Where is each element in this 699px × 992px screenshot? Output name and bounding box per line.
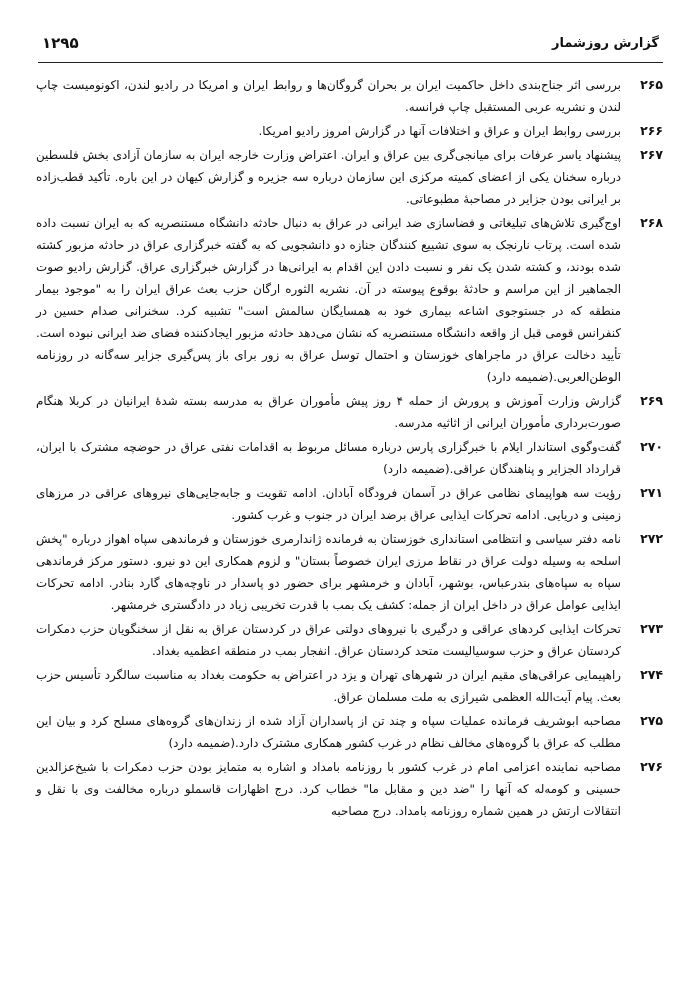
entry-number: ۲۶۹ (640, 393, 663, 408)
entry-text: تحرکات ایذایی کردهای عراقی و درگیری با نیروهای دولتی عراق در کردستان عراق به نقل از سخنگویان حزب دمکرات کردستان عراق و حزب سوسیالیست متحد کردستان عراق. انفجار بمب در منطقه اعظمیه بغداد. (36, 622, 621, 658)
entry-item (36, 618, 663, 662)
entry-number: ۲۶۷ (640, 147, 663, 162)
entry-number: ۲۷۰ (640, 439, 663, 454)
entry-number: ۲۷۵ (640, 713, 663, 728)
entry-number: ۲۷۶ (640, 759, 663, 774)
entry-text: بررسی روابط ایران و عراق و اختلافات آنها در گزارش امروز رادیو امریکا. (258, 124, 621, 138)
entry-item (36, 664, 663, 708)
entry-item (36, 756, 663, 822)
entry-item (36, 390, 663, 434)
entry-text: راهپیمایی عراقی‌های مقیم ایران در شهرهای تهران و یزد در اعتراض به حکومت بغداد به مناسبت سالگرد تأسیس حزب بعث. پیام آیت‌الله العظمی شیرازی به ملت مسلمان عراق. (36, 668, 621, 704)
entry-item (36, 436, 663, 480)
entry-text: رؤیت سه هواپیمای نظامی عراق در آسمان فرودگاه آبادان. ادامه تقویت و جابه‌جایی‌های نیروهای عراقی در مرزهای زمینی و دریایی. ادامه تحرکات ایذایی عراق برضد ایران در جنوب و غرب کشور. (36, 486, 621, 522)
entry-item (36, 74, 663, 118)
entry-item (36, 710, 663, 754)
entry-item (36, 120, 663, 142)
page-number: ۱۲۹۵ (42, 34, 79, 52)
entry-text: اوج‌گیری تلاش‌های تبلیغاتی و فضاسازی ضد ایرانی در عراق به دنبال حادثه دانشگاه مستنصریه که به ایران نسبت داده شده است. پرتاب نارنجک به سوی تشییع کنندگان جنازه دو دانشجویی که به گفته خبرگزاری عراق در حادثه مزبور کشته شده بودند، و کشته شدن یک نفر و نسبت دادن این اقدام به ایرانی‌ها در گزارش خبرگزاری عراق. گزارش رادیو صوت الجماهیر از این مراسم و حادثهٔ بوقوع پیوسته در آن. نشریه الثوره ارگان حزب بعث عراق ایران را به "موجود بیمار منطقه که در جستوجوی اشاعه بیماری خود به همسایگان سالمش است" تشبیه کرد. سخنرانی صدام حسین در کنفرانس قومی قبل از واقعه دانشگاه مستنصریه که نشان می‌دهد حادثه مزبور ایجادکننده فضای ضد ایرانی نبوده است. تأیید دخالت عراق در ماجراهای خوزستان و احتمال توسل عراق به زور برای باز پس‌گیری جزایر سه‌گانه در روزنامه الوطن‌العربی.(ضمیمه دارد) (36, 216, 621, 384)
entry-text: مصاحبه نماینده اعزامی امام در غرب کشور با روزنامه بامداد و اشاره به متمایز بودن حزب دمکرات با شیخ‌عزالدین حسینی و کومه‌له که آنها را "ضد دین و مقابل ما" خطاب کرد. درج اظهارات قاسملو درباره مخالفت وی با نقل و انتقالات ارتش در همین شماره روزنامه بامداد. درج مصاحبه (36, 760, 621, 818)
entry-text: نامه دفتر سیاسی و انتظامی استانداری خوزستان به فرمانده ژاندارمری خوزستان و فرماندهی سپاه اهواز درباره "پخش اسلحه به وسیله دولت عراق در نقاط مرزی ایران خصوصاً بستان" و لزوم همکاری این دو نیرو. دستور مرکز فرماندهی سپاه به سپاه‌های بندرعباس، بوشهر، آبادان و خرمشهر برای حضور دو پاسدار در ناوچه‌های گارد بنادر. ادامه تحرکات ایذایی عوامل عراق در داخل ایران از جمله: کشف یک بمب با قدرت تخریبی زیاد در دادگستری خرمشهر. (36, 532, 621, 612)
entry-number: ۲۷۲ (640, 531, 663, 546)
entry-item (36, 212, 663, 388)
entry-number: ۲۷۴ (640, 667, 663, 682)
entry-item (36, 528, 663, 616)
entry-number: ۲۶۵ (640, 77, 663, 92)
entry-text: پیشنهاد یاسر عرفات برای میانجی‌گری بین عراق و ایران. اعتراض وزارت خارجه ایران به سازمان آزادی بخش فلسطین درباره سخنان یکی از اعضای کمیته مرکزی این سازمان درباره سه جزیره و گزارش کیهان در این باره. تأکید قطب‌زاده بر ایرانی بودن جزایر در مصاحبهٔ مطبوعاتی. (36, 148, 621, 206)
page-header (38, 32, 663, 63)
entry-number: ۲۶۶ (640, 123, 663, 138)
entry-number: ۲۷۳ (640, 621, 663, 636)
entry-number: ۲۷۱ (640, 485, 663, 500)
entry-text: گفت‌وگوی استاندار ایلام با خبرگزاری پارس درباره مسائل مربوط به اقدامات نفتی عراق در حوضچه مشترک با ایران، قرارداد الجزایر و پناهندگان عراقی.(ضمیمه دارد) (36, 440, 621, 476)
entry-list (36, 74, 663, 824)
entry-number: ۲۶۸ (640, 215, 663, 230)
running-title: گزارش روزشمار (552, 36, 659, 51)
entry-text: گزارش وزارت آموزش و پرورش از حمله ۴ روز پیش مأموران عراق به مدرسه بسته شدهٔ ایرانیان در کربلا هنگام صورت‌برداری مأموران ایرانی از اثاثیه مدرسه. (36, 394, 621, 430)
entry-text: بررسی اثر جناح‌بندی داخل حاکمیت ایران بر بحران گروگان‌ها و روابط ایران و امریکا در رادیو لندن، اکونومیست چاپ لندن و نشریه عربی المستقبل چاپ فرانسه. (36, 78, 621, 114)
entry-item (36, 144, 663, 210)
entry-item (36, 482, 663, 526)
entry-text: مصاحبه ابوشریف فرمانده عملیات سپاه و چند تن از پاسداران آزاد شده از زندان‌های گروه‌های مسلح کرد و بیان این مطلب که عراق با گروه‌های مخالف نظام در غرب کشور همکاری مشترک دارد.(ضمیمه دارد) (36, 714, 621, 750)
